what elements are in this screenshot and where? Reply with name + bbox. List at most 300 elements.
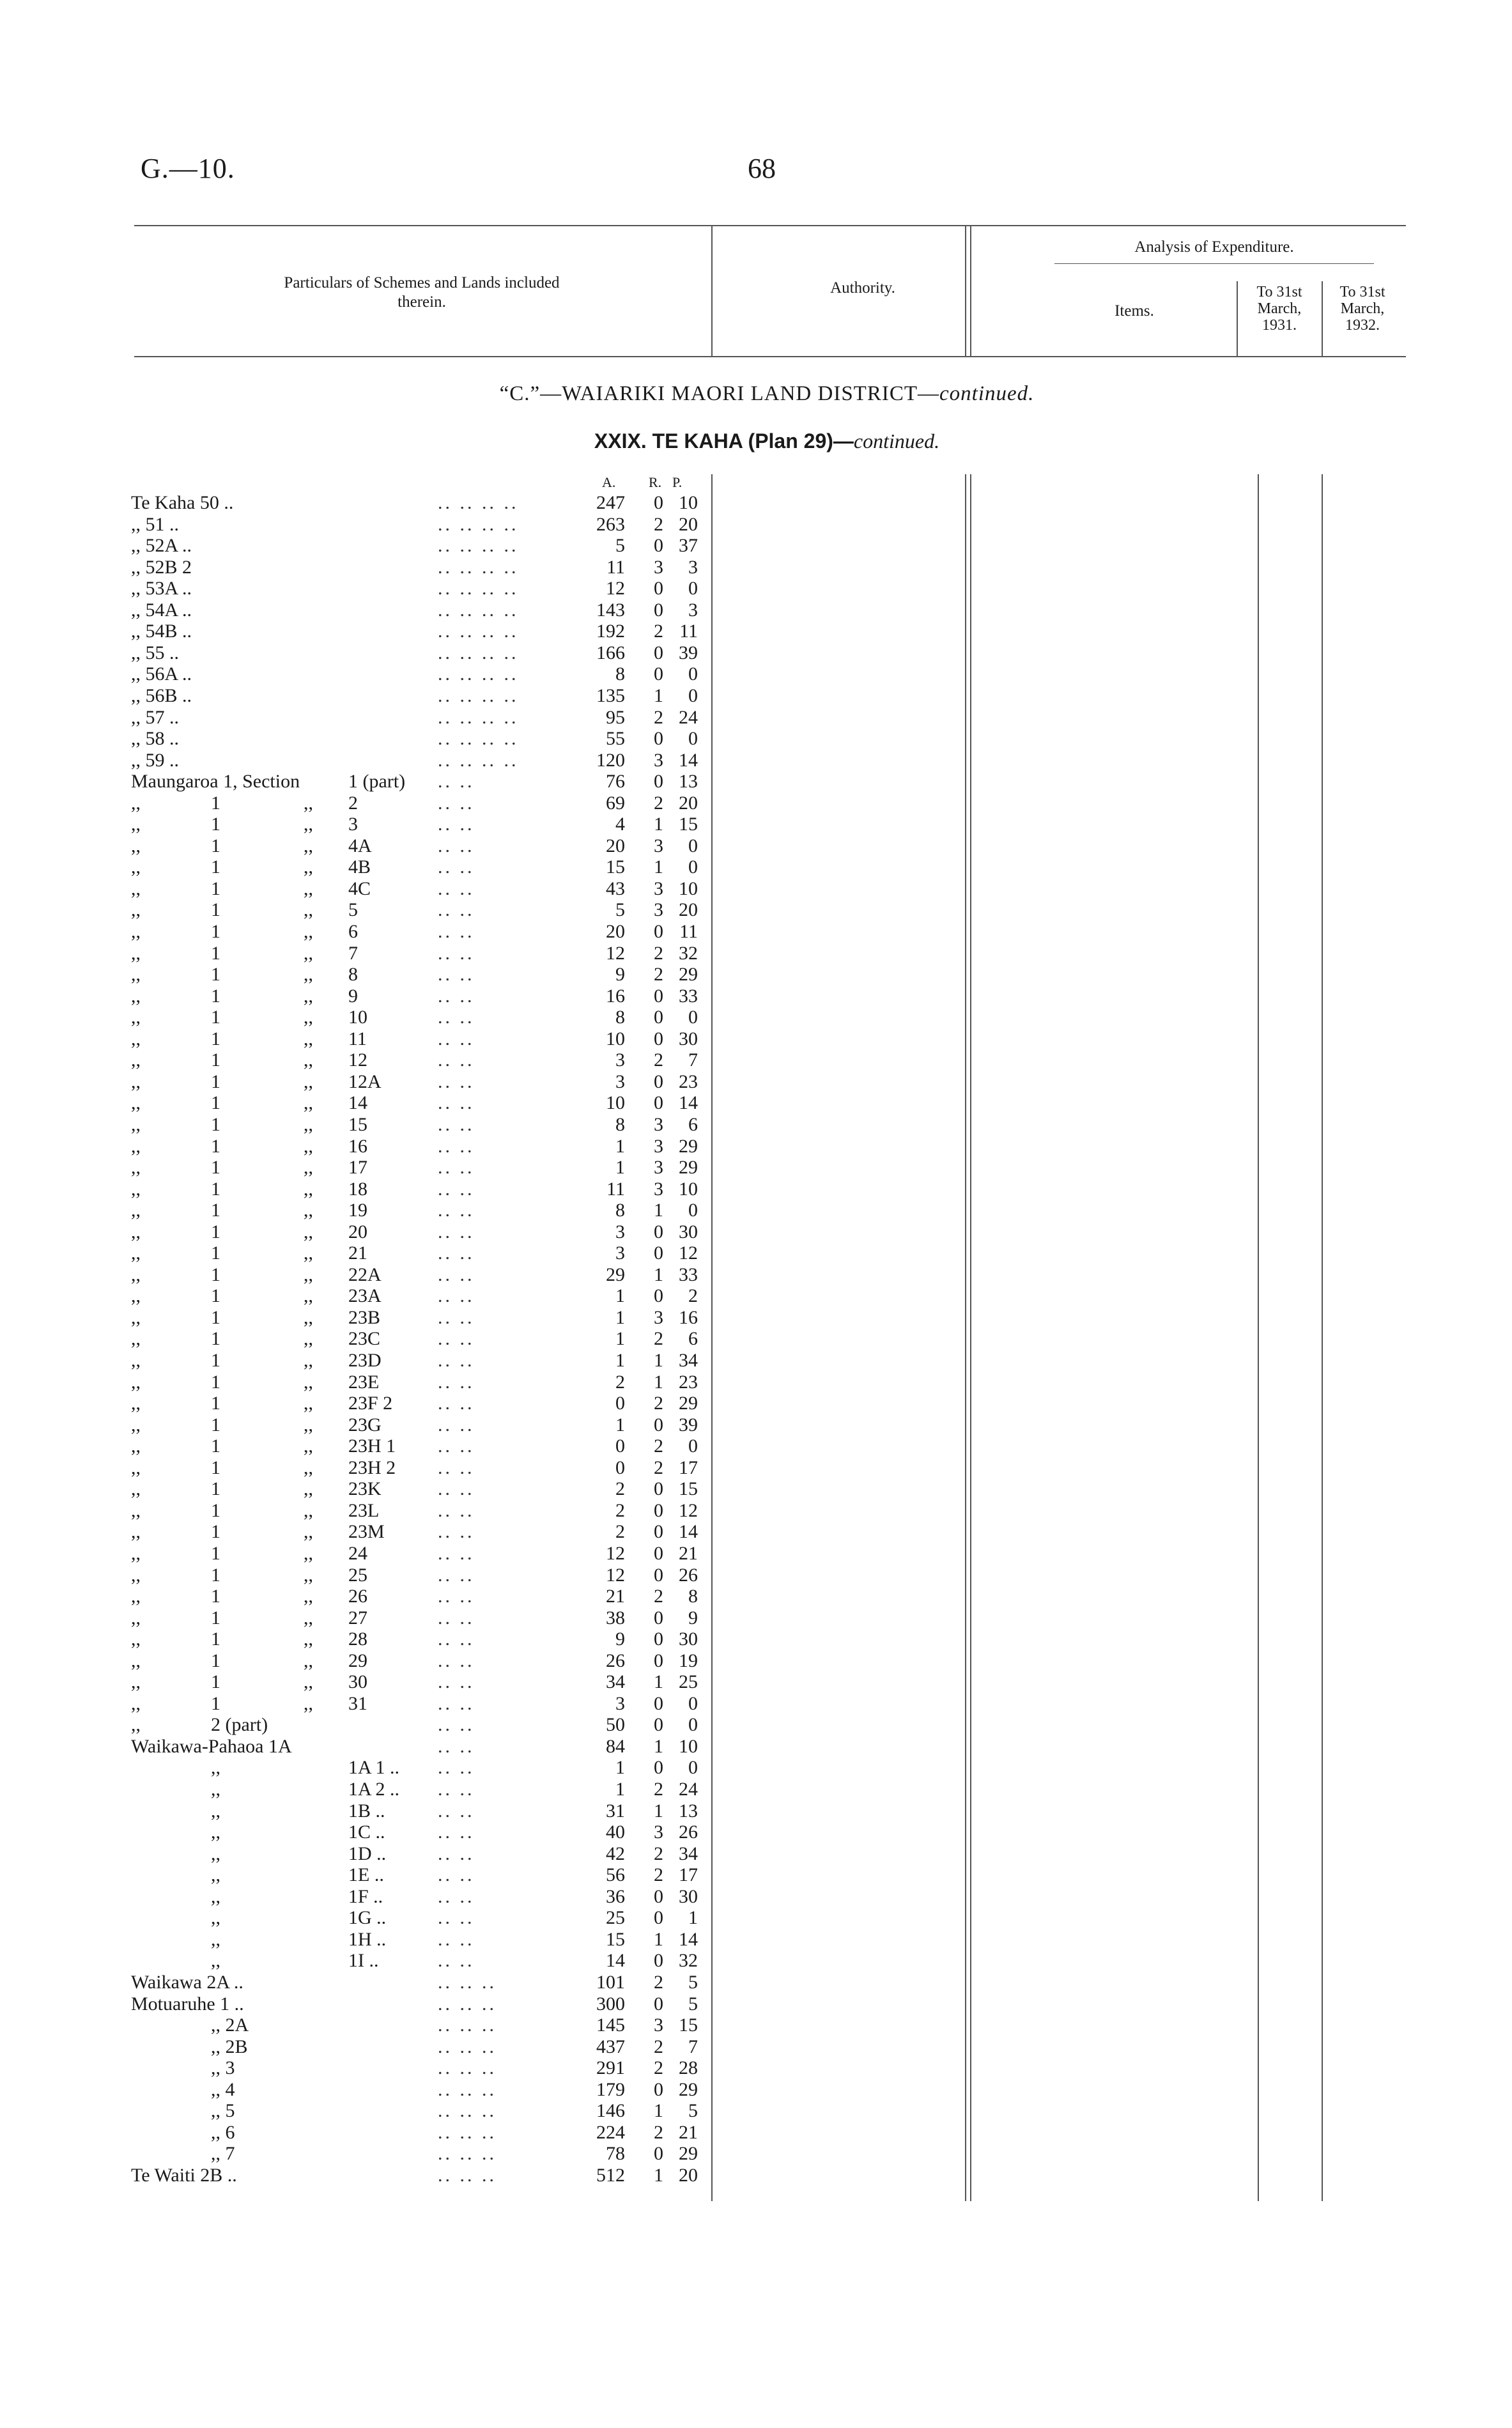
leader-dots: .. .. bbox=[438, 1735, 475, 1757]
area-roods: 0 bbox=[654, 663, 663, 685]
leader-dots: .. .. bbox=[438, 1414, 475, 1435]
block-name: ,, bbox=[131, 1350, 141, 1371]
leader-dots: .. .. bbox=[438, 1521, 475, 1543]
section-number: 1 bbox=[211, 1371, 220, 1393]
section-number: ,, bbox=[211, 1864, 220, 1886]
section-number: ,, 4 bbox=[211, 2078, 235, 2100]
area-perches: 0 bbox=[688, 1692, 698, 1714]
leader-dots: .. .. .. .. bbox=[438, 642, 519, 663]
leader-dots: .. .. bbox=[438, 1157, 475, 1179]
section-number: 1 bbox=[211, 1113, 220, 1135]
leader-dots: .. .. bbox=[438, 1671, 475, 1693]
section-number: ,, 3 bbox=[211, 2057, 235, 2079]
subdivision: 23D bbox=[348, 1350, 382, 1371]
ditto-mark: ,, bbox=[304, 1692, 313, 1714]
subdivision: 23H 1 bbox=[348, 1435, 396, 1457]
section-number: 1 bbox=[211, 1586, 220, 1607]
ditto-mark: ,, bbox=[304, 878, 313, 899]
area-acres: 12 bbox=[606, 942, 625, 964]
leader-dots: .. .. .. .. bbox=[438, 663, 519, 685]
leader-dots: .. .. .. .. bbox=[438, 621, 519, 642]
subdivision: 23G bbox=[348, 1414, 382, 1435]
block-name: ,, bbox=[131, 1499, 141, 1521]
block-name: ,, bbox=[131, 856, 141, 878]
area-acres: 84 bbox=[606, 1735, 625, 1757]
section-number: ,, bbox=[211, 1800, 220, 1821]
subdivision: 21 bbox=[348, 1242, 367, 1264]
section-number: ,, bbox=[211, 1950, 220, 1972]
section-number: 1 bbox=[211, 1564, 220, 1586]
leader-dots: .. .. bbox=[438, 1435, 475, 1457]
block-name: ,, bbox=[131, 1306, 141, 1328]
area-perches: 30 bbox=[679, 1885, 698, 1907]
leader-dots: .. .. .. bbox=[438, 2143, 497, 2165]
block-name: ,, bbox=[131, 1435, 141, 1457]
area-roods: 1 bbox=[654, 1735, 663, 1757]
area-acres: 1 bbox=[615, 1779, 625, 1800]
area-perches: 0 bbox=[688, 1200, 698, 1221]
area-perches: 5 bbox=[688, 2100, 698, 2122]
section-number: 1 bbox=[211, 1157, 220, 1179]
leader-dots: .. .. bbox=[438, 1135, 475, 1157]
unit-roods: R. bbox=[649, 474, 662, 490]
area-perches: 14 bbox=[679, 1521, 698, 1543]
block-name: ,, bbox=[131, 878, 141, 899]
area-roods: 3 bbox=[654, 1178, 663, 1200]
subdivision: 7 bbox=[348, 942, 358, 964]
area-roods: 0 bbox=[654, 771, 663, 793]
area-acres: 55 bbox=[606, 728, 625, 750]
subdivision: 30 bbox=[348, 1671, 367, 1693]
block-name: ,, bbox=[131, 1328, 141, 1350]
area-perches: 15 bbox=[679, 814, 698, 835]
block-name: Motuaruhe 1 .. bbox=[131, 1993, 244, 2014]
block-name: ,, bbox=[131, 1607, 141, 1628]
area-acres: 1 bbox=[615, 1328, 625, 1350]
area-acres: 8 bbox=[615, 1007, 625, 1028]
area-roods: 2 bbox=[654, 513, 663, 535]
leader-dots: .. .. bbox=[438, 1692, 475, 1714]
unit-acres: A. bbox=[602, 474, 616, 490]
leader-dots: .. .. .. bbox=[438, 2100, 497, 2122]
area-acres: 5 bbox=[615, 535, 625, 557]
section-number: 1 bbox=[211, 1285, 220, 1307]
area-perches: 23 bbox=[679, 1071, 698, 1092]
area-perches: 10 bbox=[679, 1178, 698, 1200]
area-perches: 6 bbox=[688, 1328, 698, 1350]
area-acres: 2 bbox=[615, 1371, 625, 1393]
area-roods: 0 bbox=[654, 1628, 663, 1650]
ditto-mark: ,, bbox=[304, 921, 313, 942]
subdivision: 9 bbox=[348, 985, 358, 1007]
area-perches: 0 bbox=[688, 1714, 698, 1736]
ditto-mark: ,, bbox=[304, 1350, 313, 1371]
district-heading bbox=[383, 382, 1150, 406]
area-roods: 2 bbox=[654, 2057, 663, 2079]
subdivision: 11 bbox=[348, 1028, 367, 1049]
block-name: ,, 51 .. bbox=[131, 513, 179, 535]
area-roods: 2 bbox=[654, 706, 663, 728]
subdivision: 3 bbox=[348, 814, 358, 835]
area-perches: 13 bbox=[679, 1800, 698, 1821]
area-acres: 12 bbox=[606, 578, 625, 599]
block-name: ,, bbox=[131, 1564, 141, 1586]
subdivision: 4C bbox=[348, 878, 371, 899]
subdivision: 29 bbox=[348, 1650, 367, 1671]
subdivision: 25 bbox=[348, 1564, 367, 1586]
leader-dots: .. .. bbox=[438, 1371, 475, 1393]
area-roods: 0 bbox=[654, 578, 663, 599]
ditto-mark: ,, bbox=[304, 1135, 313, 1157]
leader-dots: .. .. bbox=[438, 1306, 475, 1328]
area-acres: 20 bbox=[606, 921, 625, 942]
area-roods: 0 bbox=[654, 1478, 663, 1500]
area-acres: 3 bbox=[615, 1221, 625, 1242]
area-perches: 0 bbox=[688, 856, 698, 878]
area-perches: 1 bbox=[688, 1907, 698, 1929]
area-acres: 15 bbox=[606, 1928, 625, 1950]
section-number: 1 bbox=[211, 835, 220, 856]
section-number: 1 bbox=[211, 1242, 220, 1264]
area-acres: 3 bbox=[615, 1242, 625, 1264]
header-divider-5 bbox=[1322, 281, 1323, 356]
subdivision: 1D .. bbox=[348, 1843, 387, 1864]
section-number: 1 bbox=[211, 792, 220, 814]
area-acres: 8 bbox=[615, 663, 625, 685]
area-perches: 3 bbox=[688, 556, 698, 578]
area-roods: 2 bbox=[654, 1971, 663, 1993]
area-acres: 224 bbox=[596, 2121, 625, 2143]
block-name: ,, 56A .. bbox=[131, 663, 192, 685]
area-roods: 0 bbox=[654, 1521, 663, 1543]
leader-dots: .. .. bbox=[438, 1564, 475, 1586]
area-perches: 21 bbox=[679, 1542, 698, 1564]
leader-dots: .. .. .. .. bbox=[438, 535, 519, 557]
section-number: 1 bbox=[211, 1028, 220, 1049]
area-acres: 11 bbox=[606, 556, 625, 578]
section-number: 1 bbox=[211, 1457, 220, 1478]
section-number: 1 bbox=[211, 1135, 220, 1157]
area-perches: 30 bbox=[679, 1628, 698, 1650]
section-number: 1 bbox=[211, 1007, 220, 1028]
ditto-mark: ,, bbox=[304, 1221, 313, 1242]
area-perches: 25 bbox=[679, 1671, 698, 1693]
area-acres: 38 bbox=[606, 1607, 625, 1628]
section-number: 1 bbox=[211, 1221, 220, 1242]
area-perches: 16 bbox=[679, 1306, 698, 1328]
area-roods: 1 bbox=[654, 1928, 663, 1950]
area-roods: 1 bbox=[654, 1371, 663, 1393]
subdivision: 23C bbox=[348, 1328, 381, 1350]
ditto-mark: ,, bbox=[304, 1564, 313, 1586]
ditto-mark: ,, bbox=[304, 1414, 313, 1435]
area-acres: 192 bbox=[596, 621, 625, 642]
section-number: 1 bbox=[211, 1328, 220, 1350]
area-perches: 0 bbox=[688, 684, 698, 706]
block-name: ,, bbox=[131, 1714, 141, 1736]
document-reference: G.—10. bbox=[141, 153, 235, 184]
leader-dots: .. .. bbox=[438, 1757, 475, 1779]
analysis-underline bbox=[1054, 263, 1374, 264]
area-roods: 1 bbox=[654, 856, 663, 878]
area-roods: 0 bbox=[654, 1757, 663, 1779]
subdivision: 31 bbox=[348, 1692, 367, 1714]
area-acres: 101 bbox=[596, 1971, 625, 1993]
subdivision: 16 bbox=[348, 1135, 367, 1157]
area-acres: 42 bbox=[606, 1843, 625, 1864]
leader-dots: .. .. bbox=[438, 1178, 475, 1200]
area-acres: 95 bbox=[606, 706, 625, 728]
leader-dots: .. .. .. .. bbox=[438, 706, 519, 728]
area-roods: 1 bbox=[654, 2100, 663, 2122]
section-number: ,, bbox=[211, 1885, 220, 1907]
area-acres: 120 bbox=[596, 749, 625, 771]
subdivision: 24 bbox=[348, 1542, 367, 1564]
block-name: Waikawa 2A .. bbox=[131, 1971, 243, 1993]
area-roods: 0 bbox=[654, 1564, 663, 1586]
subdivision: 23K bbox=[348, 1478, 382, 1500]
area-roods: 0 bbox=[654, 1714, 663, 1736]
leader-dots: .. .. bbox=[438, 1393, 475, 1414]
area-roods: 1 bbox=[654, 814, 663, 835]
area-roods: 0 bbox=[654, 2078, 663, 2100]
section-number: 1 bbox=[211, 964, 220, 986]
leader-dots: .. .. .. .. bbox=[438, 599, 519, 621]
subdivision: 23E bbox=[348, 1371, 380, 1393]
leader-dots: .. .. bbox=[438, 1542, 475, 1564]
ditto-mark: ,, bbox=[304, 1306, 313, 1328]
subdivision: 18 bbox=[348, 1178, 367, 1200]
ditto-mark: ,, bbox=[304, 1200, 313, 1221]
area-perches: 0 bbox=[688, 835, 698, 856]
area-perches: 14 bbox=[679, 749, 698, 771]
subdivision: 26 bbox=[348, 1586, 367, 1607]
ditto-mark: ,, bbox=[304, 1285, 313, 1307]
leader-dots: .. .. bbox=[438, 1221, 475, 1242]
body-divider-4 bbox=[1258, 474, 1259, 2201]
ditto-mark: ,, bbox=[304, 1328, 313, 1350]
leader-dots: .. .. .. .. bbox=[438, 684, 519, 706]
column-header-to-1931: To 31st March, 1931. bbox=[1256, 284, 1302, 334]
block-name: ,, bbox=[131, 792, 141, 814]
leader-dots: .. .. bbox=[438, 771, 475, 793]
area-acres: 145 bbox=[596, 2014, 625, 2036]
block-name: ,, bbox=[131, 964, 141, 986]
area-acres: 291 bbox=[596, 2057, 625, 2079]
section-number: ,, bbox=[211, 1907, 220, 1929]
leader-dots: .. .. .. .. bbox=[438, 492, 519, 513]
area-perches: 28 bbox=[679, 2057, 698, 2079]
area-roods: 0 bbox=[654, 1692, 663, 1714]
area-perches: 24 bbox=[679, 706, 698, 728]
area-perches: 14 bbox=[679, 1928, 698, 1950]
area-acres: 2 bbox=[615, 1521, 625, 1543]
district-continued: continued. bbox=[939, 382, 1035, 405]
area-perches: 21 bbox=[679, 2121, 698, 2143]
section-number: 1 bbox=[211, 1414, 220, 1435]
leader-dots: .. .. bbox=[438, 942, 475, 964]
block-name: ,, bbox=[131, 1113, 141, 1135]
section-number: 1 bbox=[211, 1499, 220, 1521]
header-divider-4 bbox=[1237, 281, 1238, 356]
section-number: 1 bbox=[211, 1306, 220, 1328]
area-acres: 1 bbox=[615, 1306, 625, 1328]
area-roods: 0 bbox=[654, 642, 663, 663]
area-acres: 31 bbox=[606, 1800, 625, 1821]
ditto-mark: ,, bbox=[304, 1435, 313, 1457]
block-name: ,, 56B .. bbox=[131, 684, 192, 706]
section-number: 1 bbox=[211, 1671, 220, 1693]
leader-dots: .. .. .. bbox=[438, 2057, 497, 2079]
block-name: ,, bbox=[131, 1285, 141, 1307]
area-perches: 11 bbox=[679, 621, 698, 642]
subdivision: 1G .. bbox=[348, 1907, 387, 1929]
block-name: ,, bbox=[131, 1049, 141, 1071]
block-name: ,, 54A .. bbox=[131, 599, 192, 621]
block-name: Waikawa-Pahaoa 1A bbox=[131, 1735, 292, 1757]
area-acres: 29 bbox=[606, 1264, 625, 1285]
block-name: ,, bbox=[131, 1586, 141, 1607]
area-roods: 3 bbox=[654, 899, 663, 921]
area-roods: 0 bbox=[654, 1542, 663, 1564]
area-roods: 0 bbox=[654, 1650, 663, 1671]
area-roods: 2 bbox=[654, 2121, 663, 2143]
leader-dots: .. .. .. bbox=[438, 2164, 497, 2186]
unit-perches: P. bbox=[672, 474, 683, 490]
area-perches: 33 bbox=[679, 1264, 698, 1285]
area-roods: 0 bbox=[654, 1007, 663, 1028]
leader-dots: .. .. bbox=[438, 1628, 475, 1650]
block-name: ,, 52A .. bbox=[131, 535, 192, 557]
block-name: ,, 58 .. bbox=[131, 728, 179, 750]
area-acres: 76 bbox=[606, 771, 625, 793]
block-name: Te Waiti 2B .. bbox=[131, 2164, 237, 2186]
area-acres: 437 bbox=[596, 2036, 625, 2057]
leader-dots: .. .. bbox=[438, 835, 475, 856]
area-perches: 39 bbox=[679, 1414, 698, 1435]
subdivision: 1 (part) bbox=[348, 771, 406, 793]
ditto-mark: ,, bbox=[304, 985, 313, 1007]
area-acres: 25 bbox=[606, 1907, 625, 1929]
ditto-mark: ,, bbox=[304, 856, 313, 878]
section-number: 1 bbox=[211, 1542, 220, 1564]
block-name: ,, 59 .. bbox=[131, 749, 179, 771]
leader-dots: .. .. bbox=[438, 1607, 475, 1628]
area-roods: 2 bbox=[654, 1435, 663, 1457]
area-acres: 78 bbox=[606, 2143, 625, 2165]
area-acres: 5 bbox=[615, 899, 625, 921]
subdivision: 1C .. bbox=[348, 1821, 385, 1843]
area-perches: 15 bbox=[679, 1478, 698, 1500]
area-perches: 34 bbox=[679, 1843, 698, 1864]
ditto-mark: ,, bbox=[304, 1028, 313, 1049]
area-perches: 6 bbox=[688, 1113, 698, 1135]
area-roods: 0 bbox=[654, 535, 663, 557]
block-name: ,, bbox=[131, 985, 141, 1007]
area-perches: 17 bbox=[679, 1864, 698, 1886]
area-roods: 2 bbox=[654, 621, 663, 642]
body-divider-3 bbox=[970, 474, 971, 2201]
section-title: XXIX. TE KAHA (Plan 29)— bbox=[594, 429, 854, 452]
leader-dots: .. .. .. .. bbox=[438, 513, 519, 535]
leader-dots: .. .. bbox=[438, 1200, 475, 1221]
section-number: ,, bbox=[211, 1843, 220, 1864]
header-divider-1 bbox=[711, 225, 713, 356]
subdivision: 28 bbox=[348, 1628, 367, 1650]
leader-dots: .. .. bbox=[438, 1864, 475, 1886]
leader-dots: .. .. .. bbox=[438, 1993, 497, 2014]
section-number: ,, 2A bbox=[211, 2014, 249, 2036]
ditto-mark: ,, bbox=[304, 1264, 313, 1285]
section-number: 1 bbox=[211, 1350, 220, 1371]
area-perches: 17 bbox=[679, 1457, 698, 1478]
area-perches: 8 bbox=[688, 1586, 698, 1607]
subdivision: 17 bbox=[348, 1157, 367, 1179]
area-roods: 1 bbox=[654, 1350, 663, 1371]
subdivision: 1F .. bbox=[348, 1885, 383, 1907]
subdivision: 1E .. bbox=[348, 1864, 384, 1886]
leader-dots: .. .. bbox=[438, 1650, 475, 1671]
section-number: 1 bbox=[211, 814, 220, 835]
leader-dots: .. .. bbox=[438, 985, 475, 1007]
area-perches: 26 bbox=[679, 1821, 698, 1843]
section-number: ,, bbox=[211, 1779, 220, 1800]
block-name: Te Kaha 50 .. bbox=[131, 492, 234, 513]
block-name: ,, bbox=[131, 1157, 141, 1179]
leader-dots: .. .. bbox=[438, 1885, 475, 1907]
ditto-mark: ,, bbox=[304, 1157, 313, 1179]
area-acres: 50 bbox=[606, 1714, 625, 1736]
area-acres: 1 bbox=[615, 1757, 625, 1779]
subdivision: 1B .. bbox=[348, 1800, 385, 1821]
subdivision: 12A bbox=[348, 1071, 382, 1092]
area-perches: 5 bbox=[688, 1993, 698, 2014]
ditto-mark: ,, bbox=[304, 964, 313, 986]
leader-dots: .. .. bbox=[438, 856, 475, 878]
column-header-particulars: Particulars of Schemes and Lands included therein. bbox=[284, 274, 560, 311]
ditto-mark: ,, bbox=[304, 1521, 313, 1543]
area-roods: 0 bbox=[654, 599, 663, 621]
area-acres: 4 bbox=[615, 814, 625, 835]
section-number: 1 bbox=[211, 1092, 220, 1114]
section-number: 1 bbox=[211, 1521, 220, 1543]
area-roods: 1 bbox=[654, 1264, 663, 1285]
area-roods: 1 bbox=[654, 1200, 663, 1221]
leader-dots: .. .. bbox=[438, 1928, 475, 1950]
section-number: ,, bbox=[211, 1928, 220, 1950]
area-perches: 7 bbox=[688, 2036, 698, 2057]
area-acres: 512 bbox=[596, 2164, 625, 2186]
block-name: ,, bbox=[131, 1071, 141, 1092]
section-number: 1 bbox=[211, 985, 220, 1007]
leader-dots: .. .. .. bbox=[438, 2078, 497, 2100]
subdivision: 8 bbox=[348, 964, 358, 986]
ditto-mark: ,, bbox=[304, 1242, 313, 1264]
area-roods: 3 bbox=[654, 1135, 663, 1157]
area-roods: 3 bbox=[654, 878, 663, 899]
leader-dots: .. .. bbox=[438, 878, 475, 899]
area-acres: 179 bbox=[596, 2078, 625, 2100]
block-name: ,, bbox=[131, 942, 141, 964]
subdivision: 10 bbox=[348, 1007, 367, 1028]
area-roods: 0 bbox=[654, 2143, 663, 2165]
leader-dots: .. .. bbox=[438, 1478, 475, 1500]
block-name: ,, bbox=[131, 1692, 141, 1714]
area-acres: 21 bbox=[606, 1586, 625, 1607]
area-acres: 14 bbox=[606, 1950, 625, 1972]
area-perches: 33 bbox=[679, 985, 698, 1007]
ditto-mark: ,, bbox=[304, 1113, 313, 1135]
